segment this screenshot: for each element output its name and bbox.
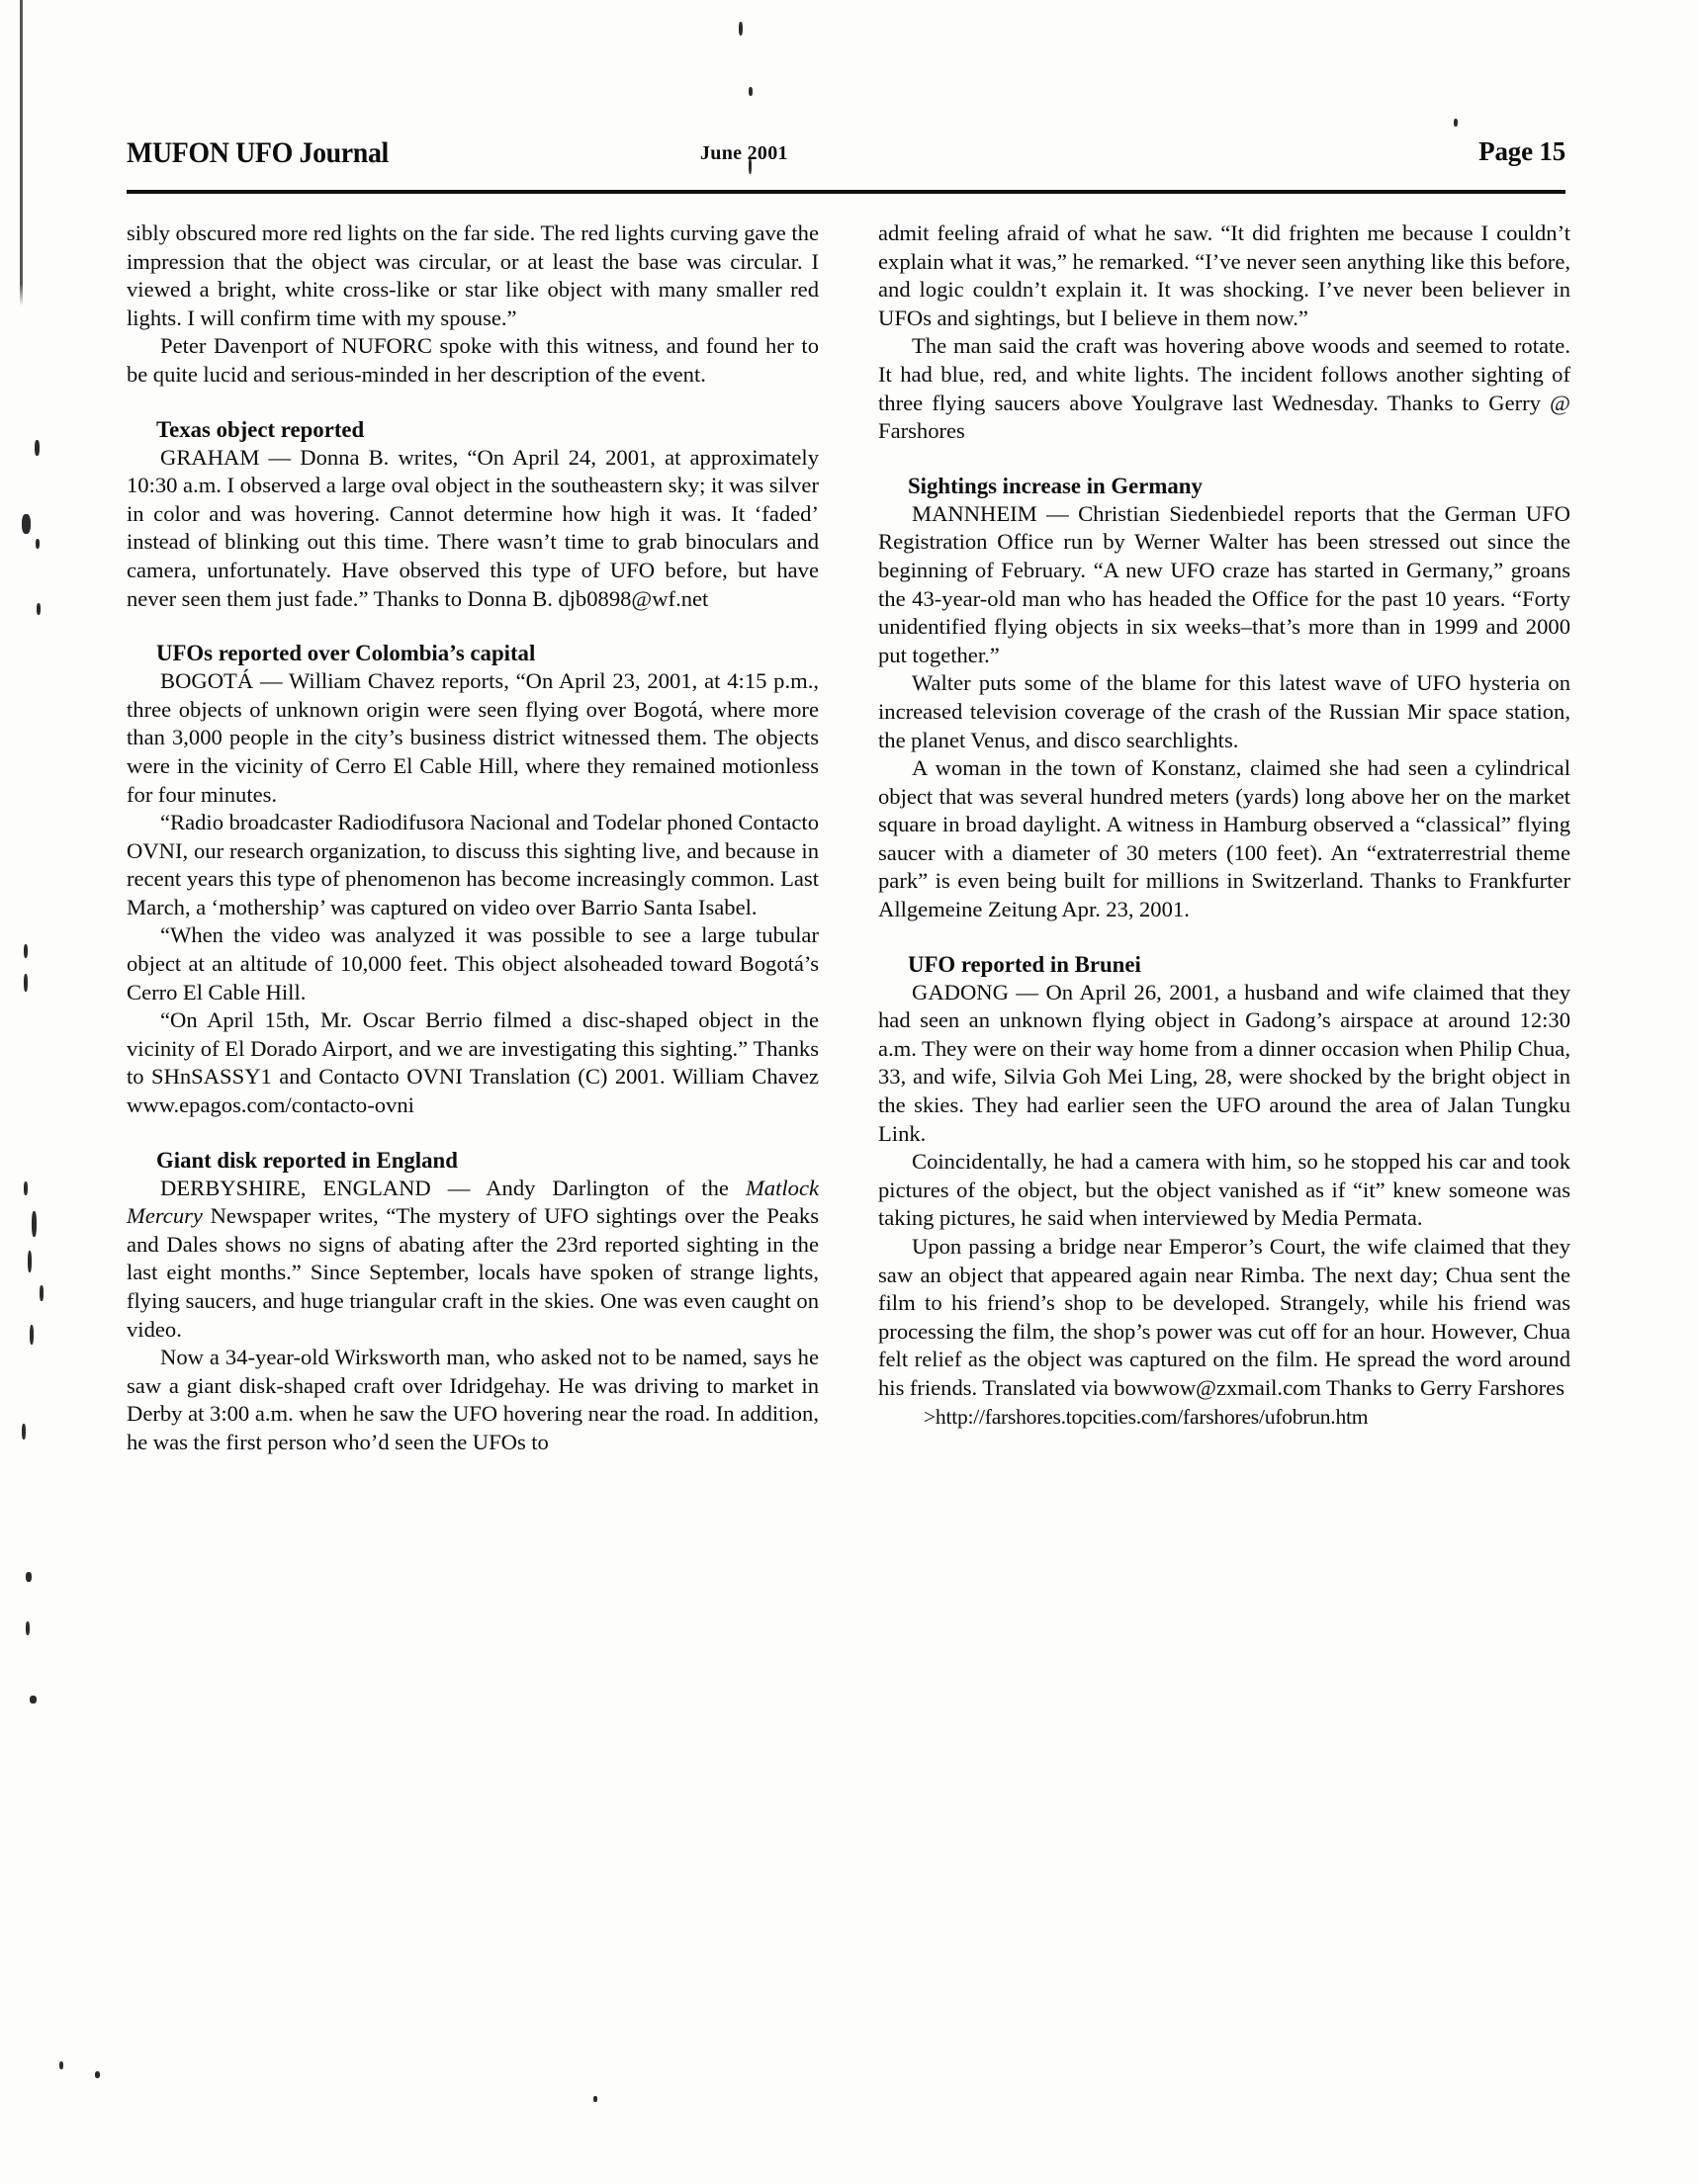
paragraph-colombia-4: “On April 15th, Mr. Oscar Berrio filmed a disc-shaped object in the vicinity of El Dorado Airport, and we are investigating this sighting.” Thanks to SHnSASSY1 and Contacto OVNI Translation (C) 2001. William Chavez www.epagos.com/contacto-ovni: [127, 1007, 819, 1118]
scan-speck: [36, 539, 40, 549]
paragraph-texas-body: GRAHAM — Donna B. writes, “On April 24, 2001, at approximately 10:30 a.m. I observed a large oval object in the southeastern sky; it was silver in color and was hovering. Cannot determine how high it was. It ‘faded’ instead of blinking out this time. There wasn’t time to grab binoculars and camera, unfortunately. Have observed this type of UFO before, but have never seen them just fade.” Thanks to Donna B. djb0898@wf.net: [127, 444, 819, 611]
scan-speck: [32, 1211, 37, 1237]
subheading-colombia-capital: UFOs reported over Colombia’s capital: [156, 641, 536, 666]
paragraph-england-2: Now a 34-year-old Wirksworth man, who asked not to be named, says he saw a giant disk-shaped craft over Idridgehay. He was driving to market in Derby at 3:00 a.m. when he saw the UFO hovering near the road. In addition, he was the first person who’d seen the UFOs to: [127, 1345, 819, 1454]
subheading-texas-object-reported: Texas object reported: [156, 416, 365, 442]
paragraph-colombia-2: “Radio broadcaster Radiodifusora Nacional and Todelar phoned Contacto OVNI, our research organization, to discuss this sighting live, and because in recent years this type of phenomenon has become increasingly common. Last March, a ‘mothership’ was captured on video over Barrio Santa Isabel.: [127, 810, 819, 919]
scan-speck: [24, 974, 28, 992]
article-columns: [127, 219, 1570, 1457]
scan-speck: [26, 1621, 30, 1635]
scan-speck: [35, 440, 40, 456]
paragraph-colombia-3: “When the video was analyzed it was possible to see a large tubular object at an altitude of 10,000 feet. This object alsoheaded toward Bogotá’s Cerro El Cable Hill.: [127, 922, 819, 1005]
paragraph-davenport: Peter Davenport of NUFORC spoke with this witness, and found her to be quite lucid and serious-minded in her description of the event.: [127, 333, 819, 387]
subheading-giant-disk-england: Giant disk reported in England: [156, 1147, 458, 1173]
paragraph-brunei-3: Upon passing a bridge near Emperor’s Court, the wife claimed that they saw an object that appeared again near Rimba. The next day; Chua sent the film to his friend’s shop to be developed. Strangely, while his friend was processing the film, the shop’s power was cut off for an hour. However, Chua felt relief as the object was captured on the film. He spread the word around his friends. Translated via bowwow@zxmail.com Thanks to Gerry Farshores: [878, 1234, 1570, 1400]
paragraph-brunei-1: GADONG — On April 26, 2001, a husband and wife claimed that they had seen an unknown flying object in Gadong’s airspace at around 12:30 a.m. They were on their way home from a dinner occasion when Philip Chua, 33, and wife, Silvia Goh Mei Ling, 28, were shocked by the bright object in the skies. They had earlier seen the UFO around the area of Jalan Tungku Link.: [878, 979, 1570, 1146]
paragraph-continued-lights: sibly obscured more red lights on the far side. The red lights curving gave the impression that the object was circular, or at least the base was circular. I viewed a bright, white cross-like or star like object with many smaller red lights. I will confirm time with my spouse.”: [127, 220, 819, 330]
subheading-ufo-reported-brunei: UFO reported in Brunei: [908, 951, 1141, 977]
section-spacer: [127, 390, 819, 415]
paragraph-england-1: [127, 1175, 819, 1345]
scan-speck: [30, 1325, 34, 1345]
scan-speck: [1454, 119, 1458, 127]
subheading-sightings-increase-germany: Sightings increase in Germany: [908, 473, 1203, 498]
section-spacer: [127, 613, 819, 639]
left-column: [127, 219, 819, 1457]
scan-speck: [26, 1572, 32, 1582]
scan-speck: [22, 1424, 26, 1440]
paragraph-continued-afraid: admit feeling afraid of what he saw. “It did frighten me because I couldn’t explain what it was,” he remarked. “I’ve never seen anything like this before, and logic couldn’t explain it. It was shocking. I’ve never been believer in UFOs and sightings, but I believe in them now.”: [878, 220, 1570, 330]
section-spacer: [878, 446, 1570, 472]
scan-speck: [749, 87, 753, 96]
page-number: Page 15: [1478, 136, 1565, 166]
journal-masthead: MUFON UFO Journal: [127, 136, 389, 169]
scan-speck: [24, 944, 28, 958]
paragraph-germany-3: A woman in the town of Konstanz, claimed she had seen a cylindrical object that was several hundred meters (yards) long above her on the market square in broad daylight. A witness in Hamburg observed a “classical” flying saucer with a diameter of 30 meters (100 feet). An “extraterrestrial theme park” is even being built for millions in Switzerland. Thanks to Frankfurter Allgemeine Zeitung Apr. 23, 2001.: [878, 755, 1570, 922]
scan-speck: [95, 2071, 100, 2078]
page-header: [127, 136, 1565, 180]
scan-speck: [40, 1285, 44, 1301]
paragraph-hovering-craft: The man said the craft was hovering above woods and seemed to rotate. It had blue, red, and white lights. The incident follows another sighting of three flying saucers above Youlgrave last Wednesday. Thanks to Gerry @ Farshores: [878, 333, 1570, 444]
right-column: [878, 219, 1570, 1457]
newspaper-name-italic: Matlock Mercury: [127, 1175, 819, 1229]
section-spacer: [878, 924, 1570, 950]
scan-speck: [24, 1181, 28, 1195]
scan-binding-edge: [20, 0, 23, 2184]
header-divider-rule: [127, 190, 1565, 194]
scan-speck: [593, 2096, 597, 2102]
scan-speck: [22, 514, 31, 534]
brunei-source-url: >http://farshores.topcities.com/farshores/ufobrun.htm: [924, 1404, 1369, 1429]
issue-date: June 2001: [700, 142, 788, 164]
scan-speck: [739, 22, 743, 36]
england-body-text: Newspaper writes, “The mystery of UFO sightings over the Peaks and Dales shows no signs of abating after the 23rd reported sighting in the last eight months.” Since September, locals have spoken of strange lights, flying saucers, and huge triangular craft in the skies. One was even caught on video.: [127, 1203, 819, 1342]
section-spacer: [127, 1120, 819, 1146]
scan-speck: [28, 1251, 32, 1272]
scan-speck: [30, 1696, 37, 1704]
england-intro-text: DERBYSHIRE, ENGLAND — Andy Darlington of the: [160, 1175, 746, 1200]
scan-speck: [37, 603, 41, 615]
paragraph-germany-1: MANNHEIM — Christian Siedenbiedel reports that the German UFO Registration Office run by Werner Walter has been stressed out since the beginning of February. “A new UFO craze has started in Germany,” groans the 43-year-old man who has headed the Office for the past 10 years. “Forty unidentified flying objects in six weeks–that’s more than in 1999 and 2000 put together.”: [878, 500, 1570, 667]
paragraph-brunei-2: Coincidentally, he had a camera with him, so he stopped his car and took pictures of the object, but the object vanished as if “it” knew someone was taking pictures, he said when interviewed by Media Permata.: [878, 1149, 1570, 1231]
scan-speck: [59, 2061, 63, 2069]
paragraph-colombia-1: BOGOTÁ — William Chavez reports, “On April 23, 2001, at 4:15 p.m., three objects of unknown origin were seen flying over Bogotá, where more than 3,000 people in the city’s business district witnessed them. The objects were in the vicinity of Cerro El Cable Hill, where they remained motionless for four minutes.: [127, 668, 819, 807]
paragraph-germany-2: Walter puts some of the blame for this latest wave of UFO hysteria on increased television coverage of the crash of the Russian Mir space station, the planet Venus, and disco searchlights.: [878, 670, 1570, 752]
